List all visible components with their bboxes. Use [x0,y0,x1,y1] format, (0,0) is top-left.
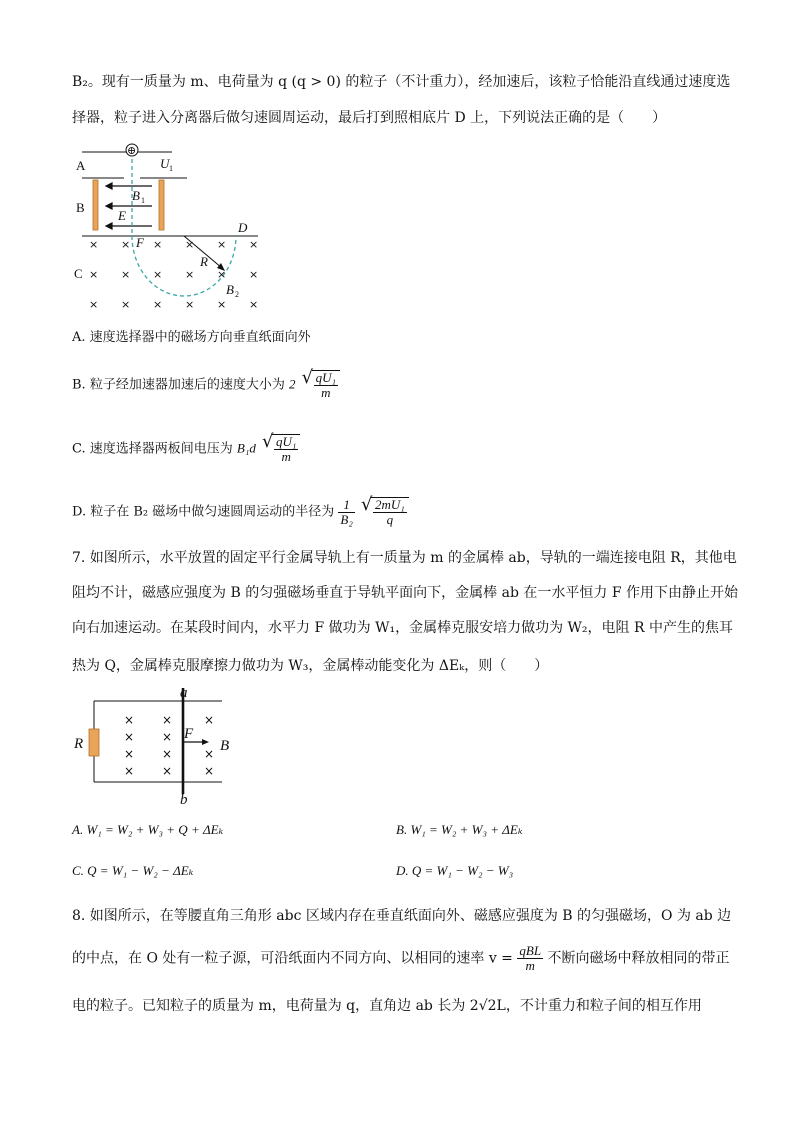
p8-line-2 [72,944,730,973]
selector-plate-right [159,180,164,230]
p6-option-c-text: C. 速度选择器两板间电压为 [72,441,233,457]
p8-line-2-num: qBL [519,943,542,958]
cross: × [89,238,99,251]
label-F: F [136,235,144,250]
p6-option-b-text: B. 粒子经加速器加速后的速度大小为 [72,377,285,393]
p6-option-b [72,370,340,400]
cross: × [124,747,135,761]
p6-option-b-num: √ qU₁ [315,370,337,385]
p8-line-1: 8. 如图所示，在等腰直角三角形 abc 区域内存在垂直纸面向外、磁感应强度为 B 的匀强磁场，O 为 ab 边 [72,908,732,924]
p7-line-2: 阻均不计，磁感应强度为 B 的匀强磁场垂直于导轨平面向下，金属棒 ab 在一水平恒力 F 作用下由静止开始 [72,585,739,601]
cross: × [124,730,135,744]
p6-option-c-num: √ qU₁ [276,434,297,449]
p6-option-d-fnum: 1 [338,498,354,513]
p6-line-2: 择器，粒子进入分离器后做匀速圆周运动，最后打到照相底片 D 上，下列说法正确的是（ ） [72,110,667,126]
cross: × [121,238,131,251]
cross: × [217,268,227,281]
p6-option-c-coef: B₁d [236,440,256,456]
p6-option-b-coef: 2 [288,376,296,392]
rail-circuit-figure [72,684,242,806]
p8-line-3: 电的粒子。已知粒子的质量为 m，电荷量为 q，直角边 ab 长为 2√2L，不计重力和粒子间的相互作用 [72,998,702,1014]
label-U: U [160,156,170,171]
p7-option-b: B. W₁ = W₂ + W₃ + ΔEₖ [396,822,523,837]
e-arrowhead-1 [106,203,112,209]
p7-option-a: A. W₁ = W₂ + W₃ + Q + ΔEₖ [72,822,224,837]
p6-option-d-den: q [386,512,394,527]
cross: × [153,298,163,311]
p6-line-1: B₂。现有一质量为 m、电荷量为 q (q > 0) 的粒子（不计重力），经加速后，该粒子恰能沿直线通过速度选 [72,74,731,90]
label-B1: B [132,188,140,203]
p6-option-c [72,434,300,464]
charge-symbol: ⊕ [127,144,137,157]
label-b: b [180,792,188,806]
cross: × [204,713,215,727]
p8-line-2-a: 的中点，在 O 处有一粒子源，可沿纸面内不同方向、以相同的速率 v = [72,950,513,967]
label-B2: B [226,282,234,297]
label-B2-sub: 2 [235,290,239,299]
cross: × [217,238,227,251]
label-a: a [180,685,188,701]
selector-plate-left [93,180,98,230]
cross: × [89,298,99,311]
cross: × [153,268,163,281]
p6-option-a: A. 速度选择器中的磁场方向垂直纸面向外 [72,330,311,345]
label-U-sub: 1 [169,164,173,173]
cross: × [124,713,135,727]
p8-line-2-b: 不断向磁场中释放相同的带正 [547,950,730,967]
cross: × [121,268,131,281]
p7-line-3: 向右加速运动。在某段时间内，水平力 F 做功为 W₁，金属棒克服安培力做功为 W₂，电阻 R 中产生的焦耳 [72,620,733,636]
cross: × [204,747,215,761]
cross: × [162,747,173,761]
label-R: R [74,736,84,752]
cross: × [162,713,173,727]
label-A: A [76,158,86,173]
cross: × [121,298,131,311]
label-B: B [220,738,230,754]
cross: × [162,730,173,744]
cross: × [217,298,227,311]
cross: × [162,764,173,778]
label-F: F [184,726,194,742]
p7-option-d: D. Q = W₁ − W₂ − W₃ [396,863,514,878]
cross: × [153,238,163,251]
p6-option-d [72,497,409,527]
label-B: B [76,200,85,215]
cross: × [185,238,195,251]
cross: × [185,268,195,281]
cross: × [185,298,195,311]
label-D: D [238,220,248,235]
force-arrowhead [202,739,209,745]
p7-option-c: C. Q = W₁ − W₂ − ΔEₖ [72,863,194,878]
p7-line-1: 7. 如图所示，水平放置的固定平行金属导轨上有一质量为 m 的金属棒 ab，导轨的一端连接电阻 R，其他电 [72,550,737,566]
e-arrowhead-2 [106,223,112,229]
p6-option-d-fden: B₂ [340,511,353,527]
cross: × [249,238,259,251]
label-C: C [74,266,83,281]
cross: × [89,268,99,281]
cross: × [124,764,135,778]
label-B1-sub: 1 [141,196,145,205]
p7-line-4: 热为 Q，金属棒克服摩擦力做功为 W₃，金属棒动能变化为 ΔEₖ，则（ ） [72,658,549,674]
p6-option-d-num: √ 2mU₁ [375,497,405,512]
p6-option-d-text: D. 粒子在 B₂ 磁场中做匀速圆周运动的半径为 [72,504,335,520]
cross: × [204,764,215,778]
b1-arrowhead [106,183,112,189]
p6-option-b-den: m [321,385,331,400]
mass-spectrometer-figure [72,140,272,315]
p6-option-c-den: m [281,449,291,464]
p8-line-2-den: m [525,958,535,973]
label-E: E [118,208,126,223]
label-R: R [200,254,208,269]
resistor-icon [89,729,99,756]
cross: × [249,298,259,311]
cross: × [249,268,259,281]
